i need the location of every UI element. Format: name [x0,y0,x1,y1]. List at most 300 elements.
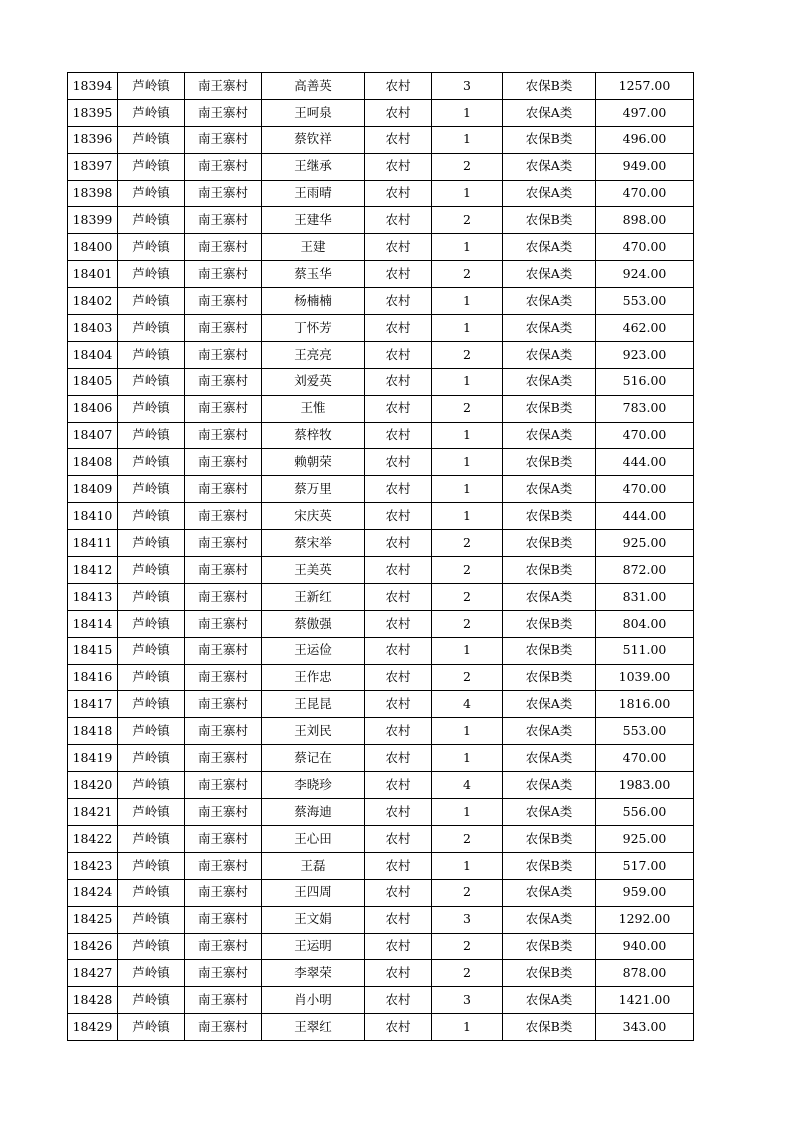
household-type-cell: 农村 [365,207,432,234]
table-row [68,234,694,261]
household-type-cell: 农村 [365,73,432,100]
member-count-cell: 1 [432,745,503,772]
table-row [68,583,694,610]
village-cell: 南王寨村 [185,852,262,879]
town-cell: 芦岭镇 [118,449,185,476]
name-cell: 高善英 [262,73,365,100]
member-count-cell: 2 [432,557,503,584]
amount-cell: 925.00 [596,530,694,557]
household-type-cell: 农村 [365,879,432,906]
table-row [68,610,694,637]
household-type-cell: 农村 [365,1014,432,1041]
table-row [68,852,694,879]
amount-cell: 470.00 [596,422,694,449]
category-cell: 农保A类 [503,745,596,772]
category-cell: 农保A类 [503,99,596,126]
amount-cell: 783.00 [596,395,694,422]
name-cell: 王作忠 [262,664,365,691]
name-cell: 蔡傲强 [262,610,365,637]
member-count-cell: 1 [432,99,503,126]
member-count-cell: 1 [432,718,503,745]
record-id-cell: 18417 [68,691,118,718]
amount-cell: 1983.00 [596,772,694,799]
record-id-cell: 18423 [68,852,118,879]
record-id-cell: 18402 [68,288,118,315]
town-cell: 芦岭镇 [118,879,185,906]
town-cell: 芦岭镇 [118,234,185,261]
name-cell: 王亮亮 [262,341,365,368]
category-cell: 农保A类 [503,422,596,449]
name-cell: 王呵泉 [262,99,365,126]
household-type-cell: 农村 [365,530,432,557]
category-cell: 农保B类 [503,449,596,476]
household-type-cell: 农村 [365,503,432,530]
member-count-cell: 2 [432,583,503,610]
amount-cell: 553.00 [596,718,694,745]
amount-cell: 497.00 [596,99,694,126]
name-cell: 蔡记在 [262,745,365,772]
town-cell: 芦岭镇 [118,718,185,745]
member-count-cell: 2 [432,207,503,234]
name-cell: 宋庆英 [262,503,365,530]
village-cell: 南王寨村 [185,368,262,395]
table-row [68,153,694,180]
record-id-cell: 18404 [68,341,118,368]
table-row [68,288,694,315]
amount-cell: 959.00 [596,879,694,906]
town-cell: 芦岭镇 [118,637,185,664]
name-cell: 王运俭 [262,637,365,664]
table-row [68,126,694,153]
name-cell: 蔡梓牧 [262,422,365,449]
table-row [68,879,694,906]
name-cell: 王建华 [262,207,365,234]
town-cell: 芦岭镇 [118,126,185,153]
name-cell: 蔡万里 [262,476,365,503]
amount-cell: 343.00 [596,1014,694,1041]
town-cell: 芦岭镇 [118,395,185,422]
record-id-cell: 18422 [68,825,118,852]
village-cell: 南王寨村 [185,879,262,906]
record-id-cell: 18399 [68,207,118,234]
member-count-cell: 1 [432,1014,503,1041]
amount-cell: 470.00 [596,745,694,772]
name-cell: 杨楠楠 [262,288,365,315]
record-id-cell: 18396 [68,126,118,153]
data-table [67,72,694,1041]
name-cell: 肖小明 [262,987,365,1014]
amount-cell: 444.00 [596,449,694,476]
table-row [68,987,694,1014]
household-type-cell: 农村 [365,261,432,288]
category-cell: 农保A类 [503,476,596,503]
name-cell: 王四周 [262,879,365,906]
member-count-cell: 2 [432,825,503,852]
village-cell: 南王寨村 [185,126,262,153]
name-cell: 王刘民 [262,718,365,745]
record-id-cell: 18410 [68,503,118,530]
category-cell: 农保A类 [503,153,596,180]
household-type-cell: 农村 [365,557,432,584]
town-cell: 芦岭镇 [118,664,185,691]
name-cell: 李翠荣 [262,960,365,987]
town-cell: 芦岭镇 [118,960,185,987]
amount-cell: 1039.00 [596,664,694,691]
village-cell: 南王寨村 [185,395,262,422]
village-cell: 南王寨村 [185,691,262,718]
category-cell: 农保A类 [503,180,596,207]
village-cell: 南王寨村 [185,530,262,557]
village-cell: 南王寨村 [185,557,262,584]
category-cell: 农保B类 [503,530,596,557]
name-cell: 王雨晴 [262,180,365,207]
category-cell: 农保A类 [503,718,596,745]
name-cell: 蔡玉华 [262,261,365,288]
name-cell: 丁怀芳 [262,315,365,342]
table-row [68,180,694,207]
town-cell: 芦岭镇 [118,852,185,879]
amount-cell: 831.00 [596,583,694,610]
category-cell: 农保A类 [503,987,596,1014]
record-id-cell: 18398 [68,180,118,207]
table-row [68,718,694,745]
record-id-cell: 18412 [68,557,118,584]
member-count-cell: 1 [432,180,503,207]
table-row [68,637,694,664]
record-id-cell: 18409 [68,476,118,503]
village-cell: 南王寨村 [185,180,262,207]
amount-cell: 923.00 [596,341,694,368]
town-cell: 芦岭镇 [118,99,185,126]
table-row [68,99,694,126]
village-cell: 南王寨村 [185,664,262,691]
village-cell: 南王寨村 [185,153,262,180]
category-cell: 农保A类 [503,341,596,368]
category-cell: 农保A类 [503,234,596,261]
household-type-cell: 农村 [365,825,432,852]
record-id-cell: 18425 [68,906,118,933]
table-row [68,906,694,933]
village-cell: 南王寨村 [185,637,262,664]
category-cell: 农保B类 [503,825,596,852]
household-type-cell: 农村 [365,718,432,745]
amount-cell: 949.00 [596,153,694,180]
category-cell: 农保A类 [503,906,596,933]
amount-cell: 462.00 [596,315,694,342]
village-cell: 南王寨村 [185,583,262,610]
name-cell: 蔡钦祥 [262,126,365,153]
name-cell: 王翠红 [262,1014,365,1041]
record-id-cell: 18415 [68,637,118,664]
household-type-cell: 农村 [365,395,432,422]
amount-cell: 1816.00 [596,691,694,718]
village-cell: 南王寨村 [185,610,262,637]
town-cell: 芦岭镇 [118,153,185,180]
household-type-cell: 农村 [365,449,432,476]
village-cell: 南王寨村 [185,449,262,476]
amount-cell: 444.00 [596,503,694,530]
category-cell: 农保A类 [503,261,596,288]
village-cell: 南王寨村 [185,341,262,368]
table-row [68,368,694,395]
name-cell: 王惟 [262,395,365,422]
member-count-cell: 2 [432,933,503,960]
table-row [68,422,694,449]
member-count-cell: 1 [432,315,503,342]
village-cell: 南王寨村 [185,987,262,1014]
member-count-cell: 1 [432,422,503,449]
town-cell: 芦岭镇 [118,987,185,1014]
table-row [68,691,694,718]
record-id-cell: 18405 [68,368,118,395]
table-row [68,557,694,584]
village-cell: 南王寨村 [185,422,262,449]
town-cell: 芦岭镇 [118,341,185,368]
category-cell: 农保A类 [503,799,596,826]
town-cell: 芦岭镇 [118,691,185,718]
member-count-cell: 2 [432,341,503,368]
household-type-cell: 农村 [365,664,432,691]
town-cell: 芦岭镇 [118,476,185,503]
household-type-cell: 农村 [365,852,432,879]
table-row [68,341,694,368]
category-cell: 农保B类 [503,610,596,637]
amount-cell: 872.00 [596,557,694,584]
household-type-cell: 农村 [365,637,432,664]
record-id-cell: 18426 [68,933,118,960]
record-id-cell: 18403 [68,315,118,342]
amount-cell: 924.00 [596,261,694,288]
amount-cell: 470.00 [596,180,694,207]
table-row [68,503,694,530]
village-cell: 南王寨村 [185,261,262,288]
village-cell: 南王寨村 [185,288,262,315]
village-cell: 南王寨村 [185,825,262,852]
table-body [68,73,694,1041]
amount-cell: 804.00 [596,610,694,637]
member-count-cell: 2 [432,610,503,637]
household-type-cell: 农村 [365,691,432,718]
town-cell: 芦岭镇 [118,610,185,637]
name-cell: 赖朝荣 [262,449,365,476]
amount-cell: 925.00 [596,825,694,852]
household-type-cell: 农村 [365,906,432,933]
village-cell: 南王寨村 [185,772,262,799]
town-cell: 芦岭镇 [118,825,185,852]
amount-cell: 496.00 [596,126,694,153]
name-cell: 王磊 [262,852,365,879]
table-row [68,261,694,288]
amount-cell: 517.00 [596,852,694,879]
record-id-cell: 18413 [68,583,118,610]
town-cell: 芦岭镇 [118,73,185,100]
village-cell: 南王寨村 [185,315,262,342]
category-cell: 农保A类 [503,772,596,799]
amount-cell: 556.00 [596,799,694,826]
name-cell: 王建 [262,234,365,261]
member-count-cell: 2 [432,530,503,557]
household-type-cell: 农村 [365,315,432,342]
category-cell: 农保B类 [503,557,596,584]
record-id-cell: 18411 [68,530,118,557]
category-cell: 农保A类 [503,315,596,342]
name-cell: 王运明 [262,933,365,960]
name-cell: 李晓珍 [262,772,365,799]
town-cell: 芦岭镇 [118,315,185,342]
name-cell: 王美英 [262,557,365,584]
category-cell: 农保A类 [503,288,596,315]
member-count-cell: 2 [432,879,503,906]
household-type-cell: 农村 [365,745,432,772]
record-id-cell: 18424 [68,879,118,906]
amount-cell: 878.00 [596,960,694,987]
record-id-cell: 18397 [68,153,118,180]
town-cell: 芦岭镇 [118,799,185,826]
member-count-cell: 2 [432,664,503,691]
category-cell: 农保A类 [503,583,596,610]
table-row [68,745,694,772]
village-cell: 南王寨村 [185,960,262,987]
household-type-cell: 农村 [365,772,432,799]
town-cell: 芦岭镇 [118,745,185,772]
household-type-cell: 农村 [365,422,432,449]
town-cell: 芦岭镇 [118,180,185,207]
town-cell: 芦岭镇 [118,261,185,288]
town-cell: 芦岭镇 [118,530,185,557]
record-id-cell: 18421 [68,799,118,826]
member-count-cell: 4 [432,772,503,799]
member-count-cell: 3 [432,906,503,933]
village-cell: 南王寨村 [185,234,262,261]
village-cell: 南王寨村 [185,73,262,100]
record-id-cell: 18420 [68,772,118,799]
record-id-cell: 18429 [68,1014,118,1041]
record-id-cell: 18408 [68,449,118,476]
town-cell: 芦岭镇 [118,933,185,960]
amount-cell: 898.00 [596,207,694,234]
member-count-cell: 3 [432,987,503,1014]
category-cell: 农保B类 [503,960,596,987]
name-cell: 王文娟 [262,906,365,933]
table-row [68,664,694,691]
household-type-cell: 农村 [365,234,432,261]
village-cell: 南王寨村 [185,476,262,503]
amount-cell: 470.00 [596,234,694,261]
village-cell: 南王寨村 [185,799,262,826]
town-cell: 芦岭镇 [118,1014,185,1041]
household-type-cell: 农村 [365,368,432,395]
member-count-cell: 1 [432,637,503,664]
household-type-cell: 农村 [365,933,432,960]
name-cell: 王心田 [262,825,365,852]
town-cell: 芦岭镇 [118,772,185,799]
record-id-cell: 18427 [68,960,118,987]
table-row [68,799,694,826]
village-cell: 南王寨村 [185,718,262,745]
category-cell: 农保B类 [503,637,596,664]
record-id-cell: 18418 [68,718,118,745]
household-type-cell: 农村 [365,610,432,637]
name-cell: 蔡海迪 [262,799,365,826]
member-count-cell: 2 [432,395,503,422]
household-type-cell: 农村 [365,153,432,180]
household-type-cell: 农村 [365,180,432,207]
village-cell: 南王寨村 [185,99,262,126]
village-cell: 南王寨村 [185,207,262,234]
town-cell: 芦岭镇 [118,557,185,584]
category-cell: 农保B类 [503,503,596,530]
amount-cell: 1292.00 [596,906,694,933]
category-cell: 农保B类 [503,664,596,691]
category-cell: 农保A类 [503,879,596,906]
member-count-cell: 1 [432,476,503,503]
town-cell: 芦岭镇 [118,368,185,395]
member-count-cell: 3 [432,73,503,100]
member-count-cell: 1 [432,368,503,395]
household-type-cell: 农村 [365,987,432,1014]
member-count-cell: 4 [432,691,503,718]
table-row [68,73,694,100]
household-type-cell: 农村 [365,583,432,610]
town-cell: 芦岭镇 [118,288,185,315]
amount-cell: 511.00 [596,637,694,664]
table-row [68,933,694,960]
name-cell: 蔡宋举 [262,530,365,557]
record-id-cell: 18416 [68,664,118,691]
household-type-cell: 农村 [365,99,432,126]
name-cell: 王昆昆 [262,691,365,718]
category-cell: 农保B类 [503,852,596,879]
table-row [68,207,694,234]
household-type-cell: 农村 [365,288,432,315]
category-cell: 农保B类 [503,207,596,234]
amount-cell: 940.00 [596,933,694,960]
table-row [68,960,694,987]
member-count-cell: 2 [432,261,503,288]
village-cell: 南王寨村 [185,906,262,933]
record-id-cell: 18394 [68,73,118,100]
member-count-cell: 1 [432,852,503,879]
category-cell: 农保B类 [503,933,596,960]
category-cell: 农保B类 [503,1014,596,1041]
town-cell: 芦岭镇 [118,906,185,933]
name-cell: 王继承 [262,153,365,180]
table-row [68,395,694,422]
record-id-cell: 18395 [68,99,118,126]
category-cell: 农保B类 [503,395,596,422]
record-id-cell: 18406 [68,395,118,422]
village-cell: 南王寨村 [185,503,262,530]
category-cell: 农保A类 [503,368,596,395]
member-count-cell: 1 [432,126,503,153]
category-cell: 农保B类 [503,126,596,153]
household-type-cell: 农村 [365,341,432,368]
amount-cell: 1257.00 [596,73,694,100]
name-cell: 王新红 [262,583,365,610]
record-id-cell: 18401 [68,261,118,288]
member-count-cell: 1 [432,503,503,530]
table-row [68,825,694,852]
record-id-cell: 18414 [68,610,118,637]
table-row [68,315,694,342]
record-id-cell: 18428 [68,987,118,1014]
record-id-cell: 18419 [68,745,118,772]
member-count-cell: 2 [432,960,503,987]
table-row [68,530,694,557]
household-type-cell: 农村 [365,126,432,153]
town-cell: 芦岭镇 [118,503,185,530]
amount-cell: 516.00 [596,368,694,395]
